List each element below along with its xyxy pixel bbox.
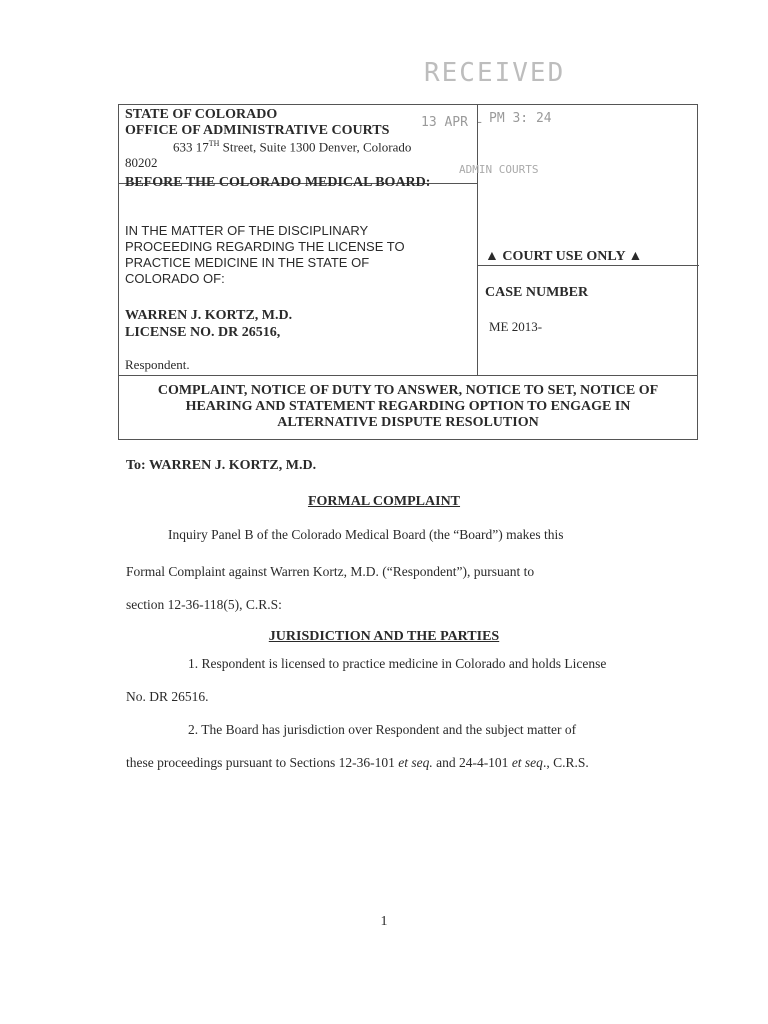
stamp-time-fragment: PM 3: 24 (489, 111, 552, 126)
court-use-only: ▲ COURT USE ONLY ▲ (485, 249, 643, 264)
state-heading: STATE OF COLORADO (125, 107, 278, 122)
court-address: 633 17TH Street, Suite 1300 Denver, Colorado (173, 139, 412, 155)
respondent-block (125, 307, 292, 341)
respondent-label: Respondent. (125, 357, 190, 372)
caption-vertical-divider (477, 105, 478, 375)
stamp-courts-fragment: ADMIN COURTS (459, 163, 539, 176)
caption-divider-full (119, 375, 697, 376)
formal-complaint-heading: FORMAL COMPLAINT (307, 494, 461, 509)
jurisdiction-heading: JURISDICTION AND THE PARTIES (268, 629, 500, 644)
intro-line-1: Inquiry Panel B of the Colorado Medical Board (the “Board”) makes this (168, 527, 564, 542)
paragraph-2-line-2: these proceedings pursuant to Sections 12-36-101 et seq. and 24-4-101 et seq., C.R.S. (126, 755, 589, 770)
matter-line: PRACTICE MEDICINE IN THE STATE OF (125, 255, 370, 270)
license-number: LICENSE NO. DR 26516, (125, 325, 281, 340)
received-stamp: RECEIVED (424, 58, 566, 88)
case-number-value: ME 2013- (489, 319, 543, 334)
before-board-heading: BEFORE THE COLORADO MEDICAL BOARD: (125, 175, 431, 190)
office-heading: OFFICE OF ADMINISTRATIVE COURTS (125, 123, 390, 138)
case-number-label: CASE NUMBER (485, 285, 589, 300)
matter-description (125, 223, 465, 287)
stamp-date-fragment: 13 APR - (421, 115, 484, 130)
respondent-name: WARREN J. KORTZ, M.D. (125, 308, 293, 323)
document-title (119, 383, 697, 431)
title-line: COMPLAINT, NOTICE OF DUTY TO ANSWER, NOTICE TO SET, NOTICE OF (157, 383, 659, 398)
intro-line-2: Formal Complaint against Warren Kortz, M.D. (“Respondent”), pursuant to (126, 564, 535, 579)
paragraph-1-line-1: 1. Respondent is licensed to practice medicine in Colorado and holds License (188, 656, 607, 671)
paragraph-1-line-2: No. DR 26516. (126, 689, 209, 704)
paragraph-2-line-1: 2. The Board has jurisdiction over Respondent and the subject matter of (188, 722, 577, 737)
intro-line-3: section 12-36-118(5), C.R.S: (126, 597, 282, 612)
caption-divider-right (477, 265, 699, 266)
title-line: ALTERNATIVE DISPUTE RESOLUTION (277, 415, 539, 430)
page-number: 1 (380, 914, 388, 929)
matter-line: PROCEEDING REGARDING THE LICENSE TO (125, 239, 405, 254)
court-zip: 80202 (125, 155, 158, 170)
matter-line: IN THE MATTER OF THE DISCIPLINARY (125, 223, 369, 238)
case-caption-box (118, 104, 698, 440)
matter-line: COLORADO OF: (125, 271, 225, 286)
addressee: To: WARREN J. KORTZ, M.D. (126, 458, 317, 473)
title-line: HEARING AND STATEMENT REGARDING OPTION TO ENGAGE IN (185, 399, 631, 414)
